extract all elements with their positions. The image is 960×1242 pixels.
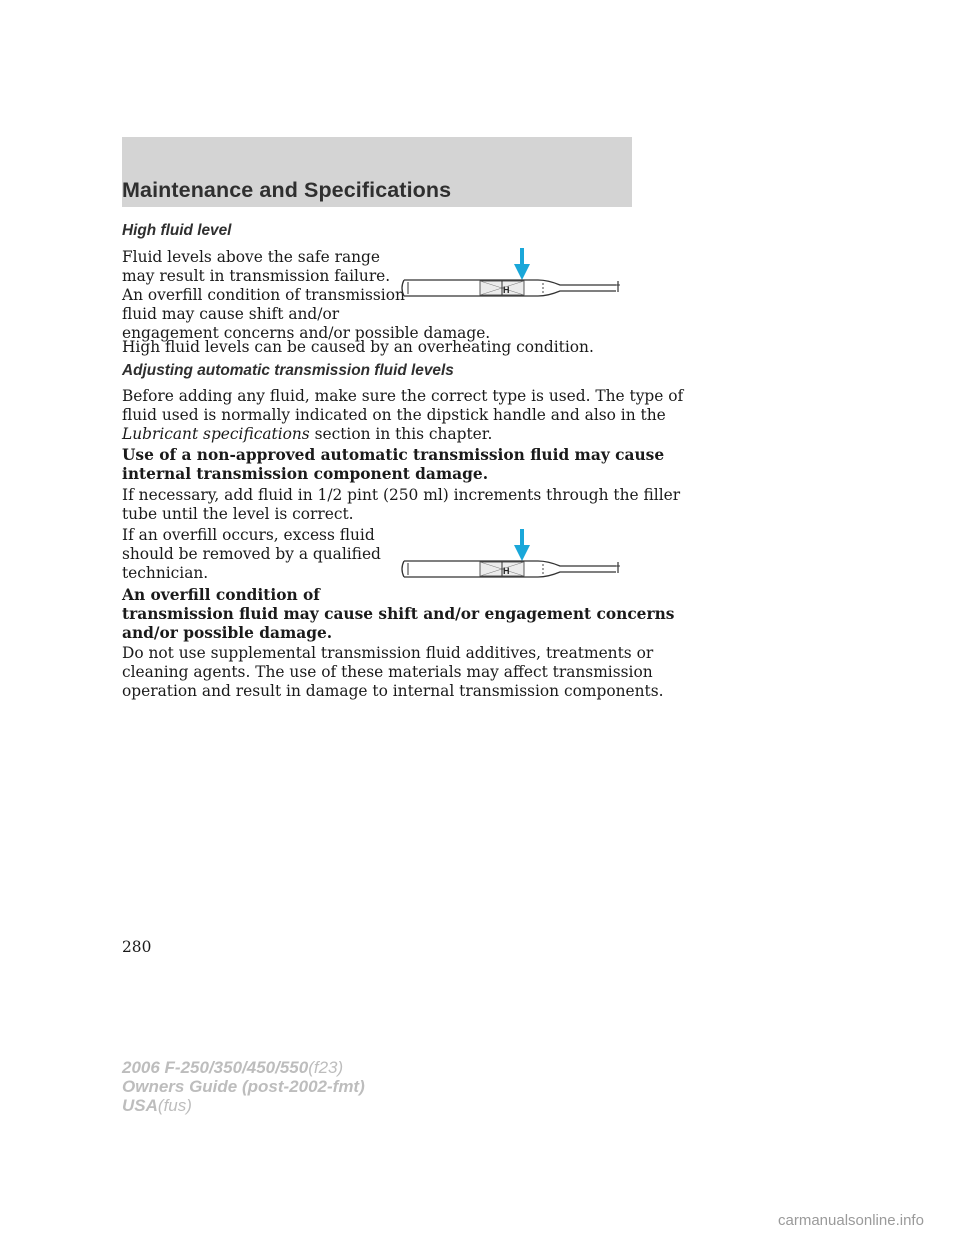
text-line: engagement concerns and/or possible damage. bbox=[122, 324, 491, 342]
text-line: If an overfill occurs, excess fluid bbox=[122, 526, 375, 544]
footer-market-code: (fus) bbox=[157, 1096, 192, 1115]
text-line: Fluid levels above the safe range bbox=[122, 248, 380, 266]
footer-line bbox=[122, 1058, 365, 1077]
footer-market: USA bbox=[122, 1096, 158, 1115]
text-line: should be removed by a qualified bbox=[122, 545, 381, 563]
dipstick-diagram-2 bbox=[398, 527, 628, 581]
footer-code: (f23) bbox=[308, 1058, 344, 1077]
text-line: and/or possible damage. bbox=[122, 624, 333, 642]
paragraph-no-additives bbox=[122, 644, 664, 701]
text-line: fluid may cause shift and/or bbox=[122, 305, 340, 323]
page-number: 280 bbox=[122, 938, 152, 956]
text-line: An overfill condition of transmission bbox=[122, 286, 405, 304]
text-line: technician. bbox=[122, 564, 209, 582]
section-heading-high-fluid-level: High fluid level bbox=[122, 222, 232, 239]
lubricant-specifications-reference: Lubricant specifications bbox=[122, 425, 310, 443]
text-line: may result in transmission failure. bbox=[122, 267, 391, 285]
paragraph-overfill-removal bbox=[122, 526, 381, 583]
text-line: If necessary, add fluid in 1/2 pint (250 ml) increments through the filler bbox=[122, 486, 681, 504]
text-line: internal transmission component damage. bbox=[122, 465, 489, 483]
paragraph-add-fluid bbox=[122, 486, 680, 524]
document-footer bbox=[122, 1058, 365, 1115]
warning-non-approved-fluid bbox=[122, 446, 664, 484]
section-heading-adjusting: Adjusting automatic transmission fluid levels bbox=[122, 362, 454, 379]
text-line: Before adding any fluid, make sure the correct type is used. The type of bbox=[122, 387, 684, 405]
h-mark-label: H bbox=[503, 285, 510, 295]
text-line bbox=[122, 425, 683, 444]
text-line: An overfill condition of bbox=[122, 586, 320, 604]
footer-line bbox=[122, 1096, 365, 1115]
text-line: transmission fluid may cause shift and/or engagement concerns bbox=[122, 605, 675, 623]
paragraph-fluid-type bbox=[122, 387, 683, 444]
h-mark-label: H bbox=[503, 566, 510, 576]
text-line: fluid used is normally indicated on the dipstick handle and also in the bbox=[122, 406, 666, 424]
text-line: cleaning agents. The use of these materials may affect transmission bbox=[122, 663, 653, 681]
text-fragment: section in this chapter. bbox=[309, 425, 493, 443]
footer-model: 2006 F-250/350/450/550 bbox=[122, 1058, 309, 1077]
text-line: Use of a non-approved automatic transmission fluid may cause bbox=[122, 446, 665, 464]
paragraph-overheating: High fluid levels can be caused by an overheating condition. bbox=[122, 338, 594, 356]
text-line: operation and result in damage to internal transmission components. bbox=[122, 682, 664, 700]
text-line: tube until the level is correct. bbox=[122, 505, 354, 523]
footer-guide: Owners Guide (post-2002-fmt) bbox=[122, 1077, 365, 1096]
warning-overfill bbox=[122, 586, 674, 643]
watermark: carmanualsonline.info bbox=[778, 1212, 924, 1229]
level-arrow-icon bbox=[514, 264, 530, 280]
text-line: Do not use supplemental transmission fluid additives, treatments or bbox=[122, 644, 654, 662]
dipstick-diagram-1 bbox=[398, 246, 628, 300]
level-arrow-icon bbox=[514, 545, 530, 561]
page-title: Maintenance and Specifications bbox=[122, 178, 452, 202]
